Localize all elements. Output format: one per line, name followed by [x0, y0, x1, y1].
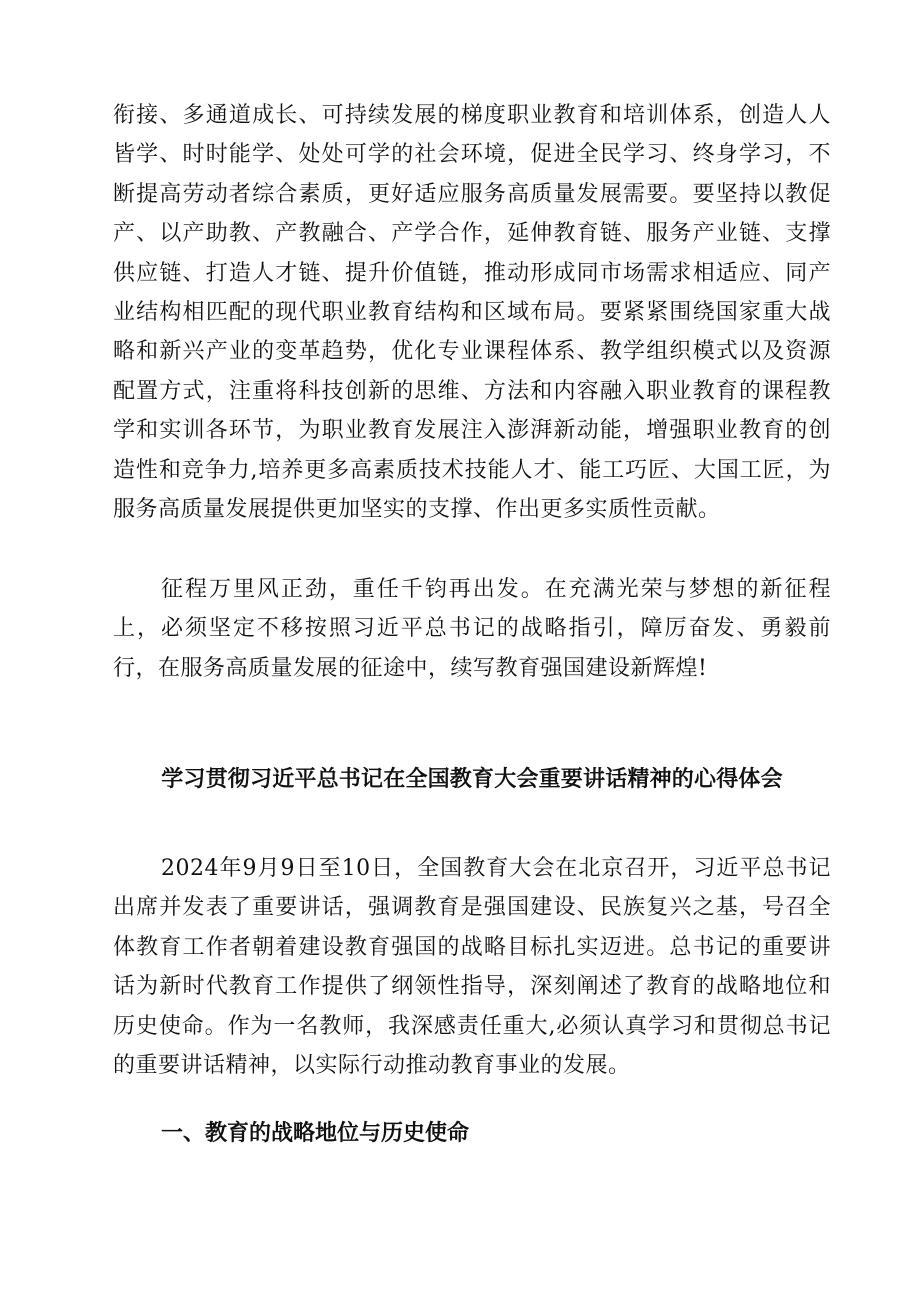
paragraph-intro: 2024年9月9日至10日，全国教育大会在北京召开，习近平总书记出席并发表了重要讲话，强调教育是强国建设、民族复兴之基，号召全体教育工作者朝着建设教育强国的战略目标扎实迈进。总书记的重要讲话为新时代教育工作提供了纲领性指导，深刻阐述了教育的战略地位和历史使命。作为一名教师，我深感责任重大,必须认真学习和贯彻总书记的重要讲话精神，以实际行动推动教育事业的发展。 — [113, 856, 831, 1079]
section-heading: 一、教育的战略地位与历史使命 — [161, 1121, 470, 1146]
paragraph-continued: 衔接、多通道成长、可持续发展的梯度职业教育和培训体系，创造人人皆学、时时能学、处处可学的社会环境，促进全民学习、终身学习，不断提高劳动者综合素质，更好适应服务高质量发展需要。要坚持以教促产、以产助教、产教融合、产学合作，延伸教育链、服务产业链、支撑供应链、打造人才链、提升价值链，推动形成同市场需求相适应、同产业结构相匹配的现代职业教育结构和区域布局。要紧紧围绕国家重大战略和新兴产业的变革趋势，优化专业课程体系、教学组织模式以及资源配置方式，注重将科技创新的思维、方法和内容融入职业教育的课程教学和实训各环节，为职业教育发展注入澎湃新动能，增强职业教育的创造性和竞争力,培养更多高素质技术技能人才、能工巧匠、大国工匠，为服务高质量发展提供更加坚实的支撑、作出更多实质性贡献。 — [113, 103, 831, 523]
paragraph-closing: 征程万里风正劲，重任千钧再出发。在充满光荣与梦想的新征程上，必须坚定不移按照习近平总书记的战略指引，障厉奋发、勇毅前行，在服务高质量发展的征途中，续写教育强国建设新辉煌! — [113, 577, 831, 681]
article-title: 学习贯彻习近平总书记在全国教育大会重要讲话精神的心得体会 — [161, 767, 783, 792]
